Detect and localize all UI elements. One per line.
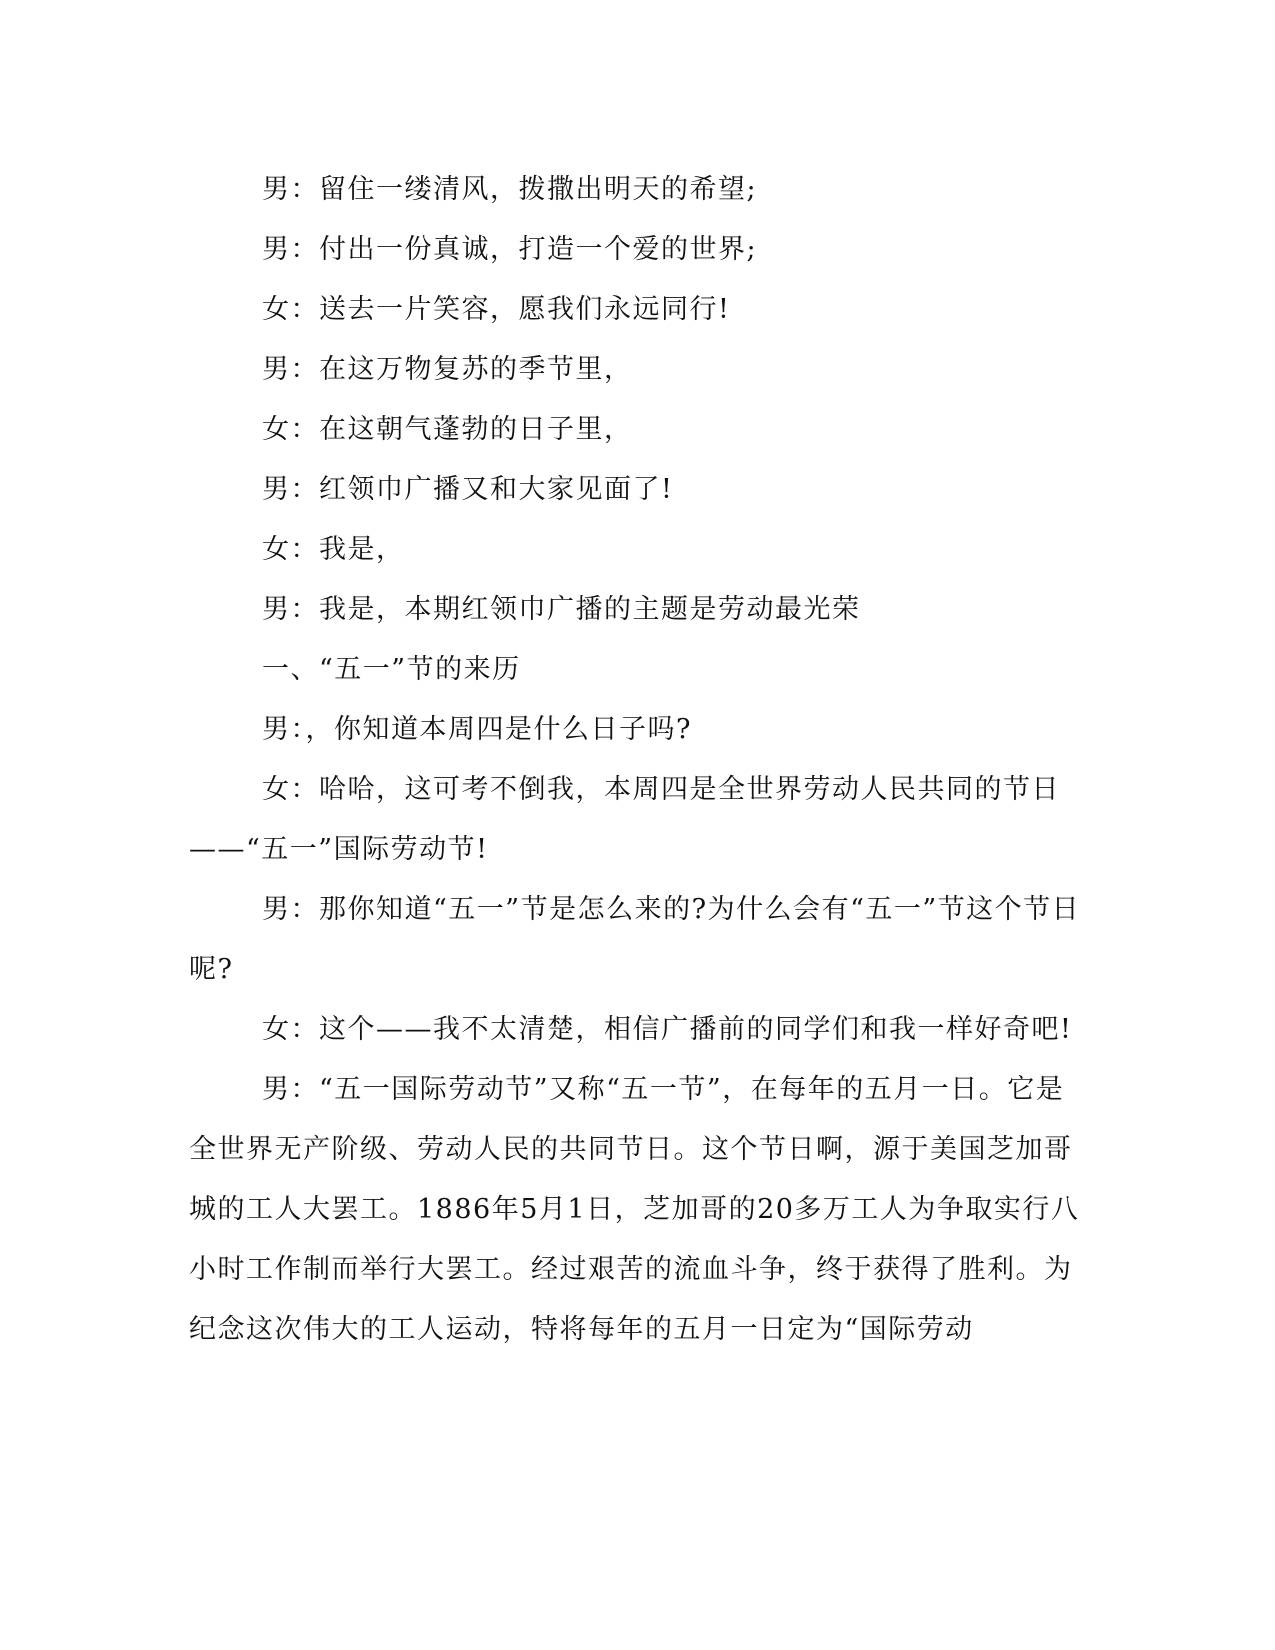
- paragraph: 男：在这万物复苏的季节里，: [262, 354, 633, 385]
- paragraph: 女：这个——我不太清楚，相信广播前的同学们和我一样好奇吧!: [262, 1014, 1073, 1045]
- paragraph: 男：留住一缕清风，拨撒出明天的希望;: [262, 174, 758, 205]
- paragraph: 男：我是，本期红领巾广播的主题是劳动最光荣: [262, 594, 861, 625]
- paragraph: 女：我是，: [262, 534, 405, 565]
- paragraph: 男：，你知道本周四是什么日子吗?: [262, 714, 692, 745]
- paragraph: 男：那你知道“五一”节是怎么来的?为什么会有“五一”节这个节日呢?: [189, 894, 1081, 985]
- section-heading: 一、“五一”节的来历: [262, 654, 521, 685]
- paragraph: 男：“五一国际劳动节”又称“五一节”，在每年的五月一日。它是全世界无产阶级、劳动人民的共同节日。这个节日啊，源于美国芝加哥城的工人大罢工。1886年5月1日，芝加哥的20多万工人为争取实行八小时工作制而举行大罢工。经过艰苦的流血斗争，终于获得了胜利。为纪念这次伟大的工人运动，特将每年的五月一日定为“国际劳动: [189, 1074, 1080, 1345]
- paragraph: 女：送去一片笑容，愿我们永远同行!: [262, 294, 731, 325]
- paragraph: 男：红领巾广播又和大家见面了!: [262, 474, 674, 505]
- paragraph: 男：付出一份真诚，打造一个爱的世界;: [262, 234, 758, 265]
- paragraph: 女：哈哈，这可考不倒我，本周四是全世界劳动人民共同的节日——“五一”国际劳动节!: [189, 774, 1060, 865]
- paragraph: 女：在这朝气蓬勃的日子里，: [262, 414, 633, 445]
- document-body: [189, 160, 1089, 1360]
